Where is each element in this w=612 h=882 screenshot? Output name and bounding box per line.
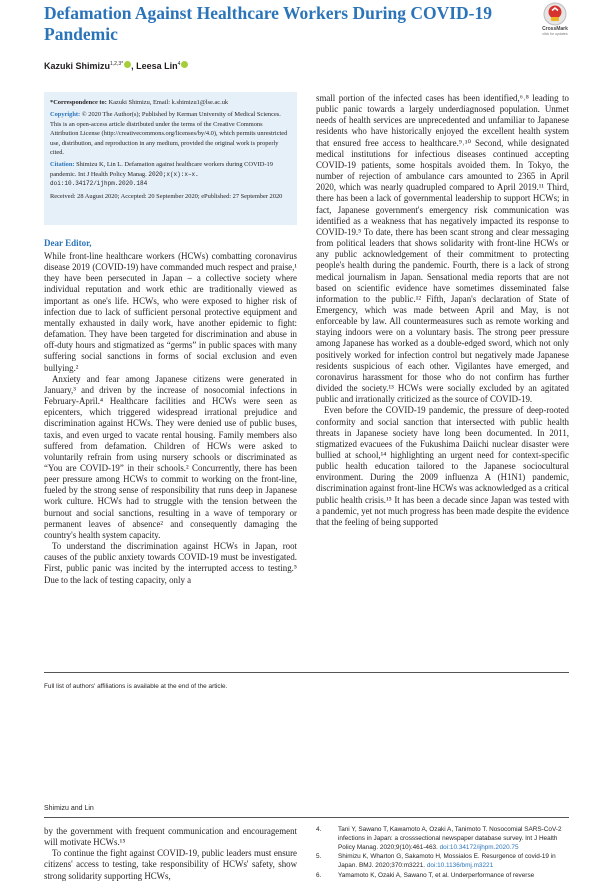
citation-doi[interactable]: 2020;x(x):x–x. doi:10.34172/ijhpm.2020.184 xyxy=(50,170,199,188)
citation xyxy=(50,160,291,188)
salutation: Dear Editor, xyxy=(44,238,92,248)
correspondence-text: Kazuki Shimizu, Email: k.shimizu1@lse.ac.uk xyxy=(108,99,229,106)
body-column-left xyxy=(44,251,297,586)
author-affiliation: 4 xyxy=(177,61,181,67)
paragraph: by the government with frequent communication and encouragement will motivate HCWs.¹⁵ xyxy=(44,826,297,848)
paragraph: To continue the fight against COVID-19, public leaders must ensure citizens' access to testing, take responsibility of HCWs' safety, show strong solidarity supporting HCWs, xyxy=(44,848,297,881)
orcid-icon[interactable] xyxy=(124,61,131,68)
crossmark-icon xyxy=(543,2,567,26)
reference-text: Tani Y, Sawano T, Kawamoto A, Ozaki A, Tanimoto T. Nosocomial SARS-CoV-2 infections in Japan: a crosssectional newspaper database survey. Int J Health Policy Manag. 2020;9(10):461-463. xyxy=(338,826,562,851)
correspondence xyxy=(50,98,291,107)
author-line: Kazuki Shimizu$^{1,2,3*}$ , Leesa Lin$^4$ xyxy=(44,58,188,72)
citation-text: Shimizu K, Lin L. Defamation against healthcare workers during COVID-19 pandemic. Int J Health Policy Manag. xyxy=(50,161,273,178)
body-column-right xyxy=(316,93,569,528)
page2-column-left xyxy=(44,826,297,882)
reference-item xyxy=(316,826,569,852)
reference-text: Yamamoto K, Ozaki A, Sawano T, et al. Underperformance of reverse xyxy=(338,871,535,879)
copyright-text: © 2020 The Author(s); Published by Kerman University of Medical Sciences. This is an open-access article distributed under the terms of the Creative Commons Attribution License (http://creativecommons.org/licenses/by/4.0), which permits unrestricted use, distribution, and reproduction in any medium, provided the original work is properly cited. xyxy=(50,111,288,157)
running-head-divider xyxy=(44,817,569,818)
copyright-label: Copyright: xyxy=(50,111,81,119)
orcid-icon[interactable] xyxy=(181,61,188,68)
reference-number: 6. xyxy=(316,871,322,879)
copyright xyxy=(50,110,291,157)
affiliations-note: Full list of authors' affiliations is available at the end of the article. xyxy=(44,683,228,690)
crossmark-sublabel: click for updates xyxy=(542,32,568,36)
paragraph: Anxiety and fear among Japanese citizens were generated in January,³ and driven by the increase of nosocomial infections in February-April.⁴ Healthcare facilities and HCWs were seen as epicenters, which triggered widespread irrational prejudice and discrimination against HCWs. They were denied use of public buses, taxis, and even urged to vacate rental housing. Family members also suffered from defamation. Children of HCWs were asked to voluntarily refrain from using nursery schools or discriminated as “You are COVID-19” in their schools.² Concurrently, there has been peer pressure among HCWs to commit to working on the front-line, fueled by the strong sense of responsibility that runs deep in Japanese work culture. HCWs had to struggle with the tension between the burnout and social sanctions, resulting in a wave of temporary or permanent leaves of absence² and consequently damaging the country's health system capacity. xyxy=(44,373,297,540)
reference-number: 4. xyxy=(316,826,322,833)
article-info-box xyxy=(44,92,297,225)
author-name: Kazuki Shimizu xyxy=(44,61,111,71)
article-dates: Received: 28 August 2020; Accepted: 20 September 2020; ePublished: 27 September 2020 xyxy=(50,192,283,200)
paragraph: While front-line healthcare workers (HCWs) combatting coronavirus disease 2019 (COVID-19) have commanded much respect and praise,¹ they have been persecuted in Japan – a collective society where individual reputation and work ethic are traditionally viewed as important as one's life. HCWs, who were exposed to higher risk of infection due to lack of sufficient personal protective equipment and mentally exhausted in daily work, have another epidemic to fight: defamation. They have been targeted for discrimination and abuse in off-duty hours and stigmatized as “germs” in public spaces with many suffering social sanctions in forms of social exclusion and even bullying.² xyxy=(44,251,297,373)
reference-item xyxy=(316,853,569,871)
paragraph: Even before the COVID-19 pandemic, the pressure of deep-rooted conformity and social sanction that intersected with public health threats in Japanese society have long been documented. In 2011, stigmatized evacuees of the Fukushima Daiichi nuclear disaster were bullied at school,¹⁴ highlighting an urgent need for context-specific public health education tailored to the Japanese sociocultural environment. During the 2009 influenza A (H1N1) pandemic, discrimination against front-line HCWs was acknowledged as a critical public health crisis.¹⁵ It has been a decade since Japan was tested with a pandemic, yet not much progress has been made despite the evidence that the feeling of being supported xyxy=(316,405,569,527)
author-affiliation: 1,2,3* xyxy=(110,61,124,67)
crossmark-badge[interactable] xyxy=(532,2,578,42)
crossmark-label: CrossMark xyxy=(542,26,568,32)
article-title: Defamation Against Healthcare Workers During COVID-19 Pandemic xyxy=(44,3,493,44)
reference-number: 5. xyxy=(316,853,322,861)
page-break xyxy=(0,700,612,780)
reference-doi[interactable]: doi:10.1136/bmj.m3221 xyxy=(426,862,494,870)
paragraph: small portion of the infected cases has been identified,⁶˒⁸ leading to public panic towards a largely underdiagnosed population. Unmet needs of health services are unprecedented and unfamiliar to Japanese residents who have historically enjoyed the excellent health system that ensured free access to healthcare.⁹˒¹⁰ Second, while designated medical institutions for infectious diseases continued accepting COVID-19 patients, some hospitals avoided them. In Tokyo, the number of rejection of ambulance cars amounted to 2365 in April 2020, which was nearly quadrupled compared to April 2019.¹¹ Third, there has been a lack of governmental leadership to support HCWs; in fact, Japanese government's emergency risk communication was identified as a weakness that has negatively impacted its response to COVID-19.⁵ To date, there has been scant strong and clear messaging from political leaders that shows solidarity with front-line HCWs or any public acknowledgement of their commitment to protecting people's health during the pandemic. Fourth, there is a lack of strong medical journalism in Japan. Sensational media reports that are not based on scientific evidence have sometimes disseminated false information to the public.¹² Fifth, Japan's declaration of State of Emergency, which was made between April and May, is not enforceable by law. All countermeasures such as remote working and staying indoors were on a voluntary basis. The strong peer pressure among Japanese has worked as a double-edged sword, which not only positively worked for infection control but negatively made Japanese residents suspicious of each other. Vigilantes have emerged, and coronavirus harassment for those who do not confirm has further divided the society.¹³ HCWs were socially excluded by an agitated public and irrationally criticized as the source of COVID-19. xyxy=(316,93,569,405)
reference-item xyxy=(316,872,569,881)
reference-doi[interactable]: doi:10.34172/ijhpm.2020.75 xyxy=(439,843,519,851)
author-name: Leesa Lin xyxy=(136,61,178,71)
citation-label: Citation: xyxy=(50,161,75,169)
paragraph: To understand the discrimination against HCWs in Japan, root causes of the public anxiety towards COVID-19 must be investigated. First, public panic was incited by the interrupted access to testing.⁵ Due to the lack of testing capacity, only a xyxy=(44,541,297,585)
reference-text: Shimizu K, Wharton G, Sakamoto H, Mossialos E. Resurgence of covid-19 in Japan. BMJ. 2020;370:m3221. xyxy=(338,853,556,870)
correspondence-label: *Correspondence to: xyxy=(50,99,107,106)
running-head: Shimizu and Lin xyxy=(44,805,94,812)
references-list xyxy=(316,826,569,882)
footnote-divider xyxy=(44,672,569,673)
